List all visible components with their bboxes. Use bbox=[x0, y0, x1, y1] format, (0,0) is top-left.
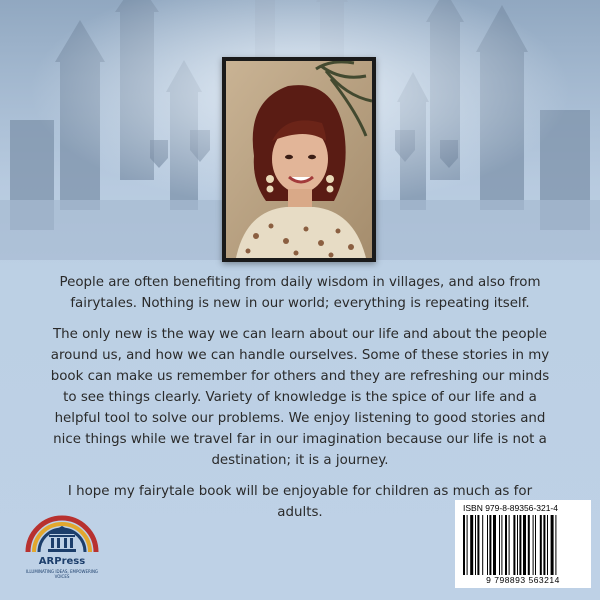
barcode-bar bbox=[547, 515, 548, 575]
publisher-tagline: ILLUMINATING IDEAS, EMPOWERING VOICES bbox=[25, 569, 99, 579]
barcode-bar bbox=[519, 515, 521, 575]
barcode-bar bbox=[517, 515, 518, 575]
isbn-barcode bbox=[455, 500, 591, 588]
barcode-bar bbox=[513, 515, 515, 575]
barcode-bar bbox=[493, 515, 496, 575]
barcode-bar bbox=[482, 515, 483, 575]
author-photo-frame bbox=[222, 57, 376, 262]
barcode-bar bbox=[551, 515, 554, 575]
barcode-bar bbox=[489, 515, 491, 575]
barcode-bar bbox=[501, 515, 502, 575]
barcode-bar bbox=[528, 515, 530, 575]
barcode-bar bbox=[555, 515, 556, 575]
barcode-bar bbox=[535, 515, 536, 575]
barcode-bar bbox=[470, 515, 473, 575]
barcode-bar bbox=[463, 515, 465, 575]
back-cover-blurb bbox=[50, 272, 550, 533]
barcode-bar bbox=[477, 515, 479, 575]
barcode-bars bbox=[461, 515, 585, 575]
barcode-bar bbox=[487, 515, 488, 575]
author-portrait bbox=[226, 61, 372, 258]
barcode-bar bbox=[499, 515, 500, 575]
barcode-bar bbox=[475, 515, 476, 575]
barcode-bar bbox=[533, 515, 534, 575]
blurb-paragraph-1: People are often benefiting from daily wisdom in villages, and also from fairytales. Nothing is new in our world; everything is repeating itself. bbox=[59, 275, 541, 311]
barcode-bar bbox=[543, 515, 545, 575]
barcode-bar bbox=[540, 515, 542, 575]
barcode-bar bbox=[509, 515, 510, 575]
barcode-bar bbox=[467, 515, 468, 575]
blurb-paragraph-2: The only new is the way we can learn about our life and about the people around us, and how we can handle ourselves. Some of these stories in my book can make us remember for others and they are refreshing our minds to see things clearly. Variety of knowledge is the spice of our life and a helpful tool to solve our problems. We enjoy listening to good stories and nice things while we travel far in our imagination because our life is not a destination; it is a journey. bbox=[50, 327, 550, 468]
barcode-bar bbox=[523, 515, 526, 575]
barcode-bar bbox=[505, 515, 507, 575]
publisher-name: ARPress bbox=[38, 556, 86, 567]
isbn-label: ISBN 979-8-89356-321-4 bbox=[463, 503, 558, 513]
isbn-digits: 9 798893 563214 bbox=[486, 575, 560, 585]
blurb-paragraph-3: I hope my fairytale book will be enjoyable for children as much as for adults. bbox=[67, 484, 533, 520]
